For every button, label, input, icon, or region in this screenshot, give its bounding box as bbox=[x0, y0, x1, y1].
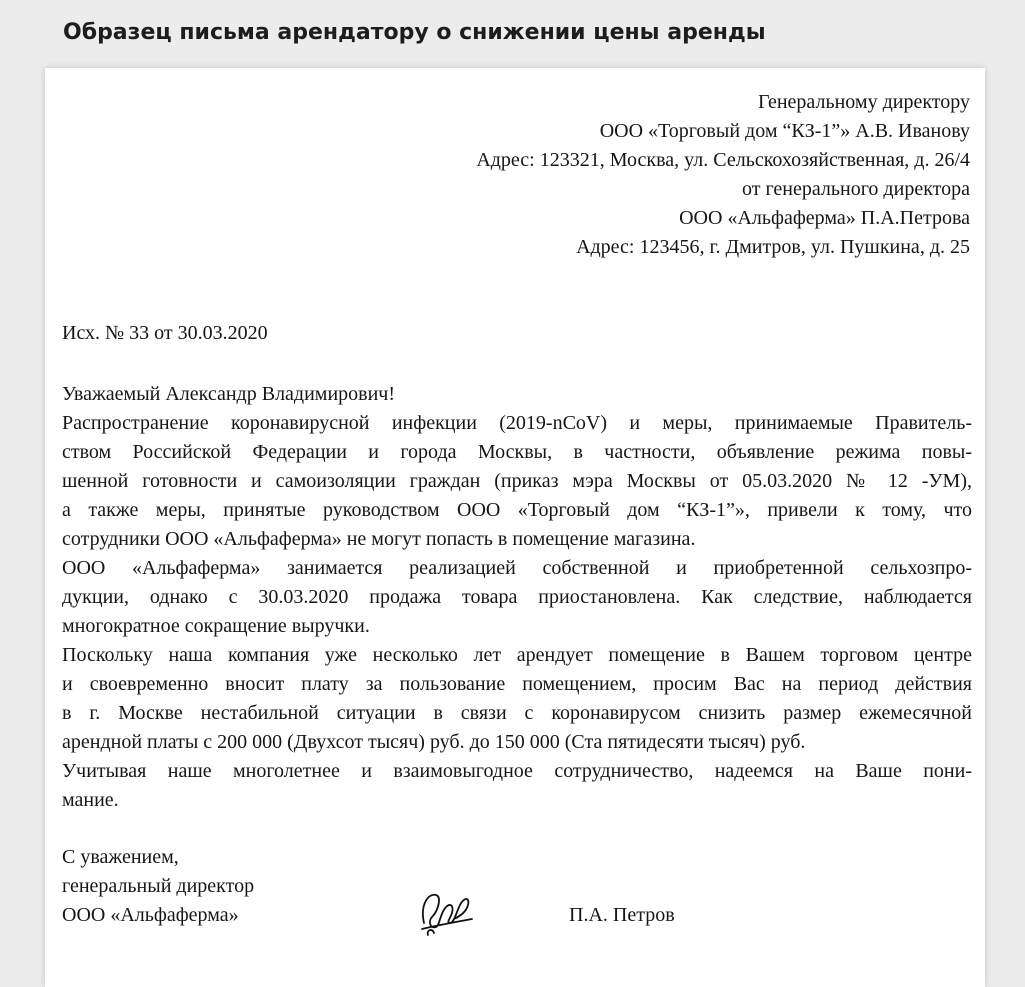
body-line: Учитывая наше многолетнее и взаимовыгодное сотрудничество, надеемся на Ваше пони- bbox=[62, 760, 972, 782]
closing-line: генеральный директор bbox=[62, 875, 255, 897]
body-line: Распространение коронавирусной инфекции (2019-nCoV) и меры, принимаемые Правитель- bbox=[62, 412, 972, 434]
page-heading: Образец письма арендатору о снижении цены аренды bbox=[63, 20, 766, 45]
addressee-line: ООО «Торговый дом “КЗ-1”» А.В. Иванову bbox=[599, 120, 970, 142]
letter-sheet bbox=[45, 68, 985, 987]
letter-body bbox=[62, 380, 972, 815]
addressee-line: Адрес: 123321, Москва, ул. Сельскохозяйственная, д. 26/4 bbox=[476, 149, 970, 171]
outgoing-reference: Исх. № 33 от 30.03.2020 bbox=[62, 322, 268, 344]
body-line: многократное сокращение выручки. bbox=[62, 615, 370, 637]
salutation: Уважаемый Александр Владимирович! bbox=[62, 383, 396, 405]
body-line: ством Российской Федерации и города Москвы, в частности, объявление режима повы- bbox=[62, 441, 972, 463]
addressee-line: Адрес: 123456, г. Дмитров, ул. Пушкина, д. 25 bbox=[576, 236, 970, 258]
body-line: шенной готовности и самоизоляции граждан (приказ мэра Москвы от 05.03.2020 № 12 -УМ), bbox=[62, 470, 972, 492]
addressee-line: от генерального директора bbox=[742, 178, 970, 200]
closing-line: С уважением, bbox=[62, 846, 179, 868]
closing-line: ООО «Альфаферма» bbox=[62, 904, 239, 926]
body-line: арендной платы с 200 000 (Двухсот тысяч) руб. до 150 000 (Ста пятидесяти тысяч) руб. bbox=[62, 731, 806, 753]
addressee-block bbox=[476, 88, 970, 262]
signer-name: П.А. Петров bbox=[569, 904, 675, 926]
body-line: сотрудники ООО «Альфаферма» не могут попасть в помещение магазина. bbox=[62, 528, 696, 550]
body-line: Поскольку наша компания уже несколько лет арендует помещение в Вашем торговом центре bbox=[62, 644, 972, 666]
body-line: дукции, однако с 30.03.2020 продажа товара приостановлена. Как следствие, наблюдается bbox=[62, 586, 972, 608]
addressee-line: ООО «Альфаферма» П.А.Петрова bbox=[679, 207, 970, 229]
body-line: в г. Москве нестабильной ситуации в связи с коронавирусом снизить размер ежемесячной bbox=[62, 702, 972, 724]
addressee-line: Генеральному директору bbox=[757, 91, 970, 113]
closing-block bbox=[62, 843, 254, 930]
body-line: ООО «Альфаферма» занимается реализацией собственной и приобретенной сельхозпро- bbox=[62, 557, 972, 579]
body-line: мание. bbox=[62, 789, 119, 811]
body-line: и своевременно вносит плату за пользование помещением, просим Вас на период действия bbox=[62, 673, 972, 695]
handwritten-signature bbox=[410, 883, 480, 943]
body-line: а также меры, принятые руководством ООО «Торговый дом “КЗ-1”», привели к тому, что bbox=[62, 499, 972, 521]
